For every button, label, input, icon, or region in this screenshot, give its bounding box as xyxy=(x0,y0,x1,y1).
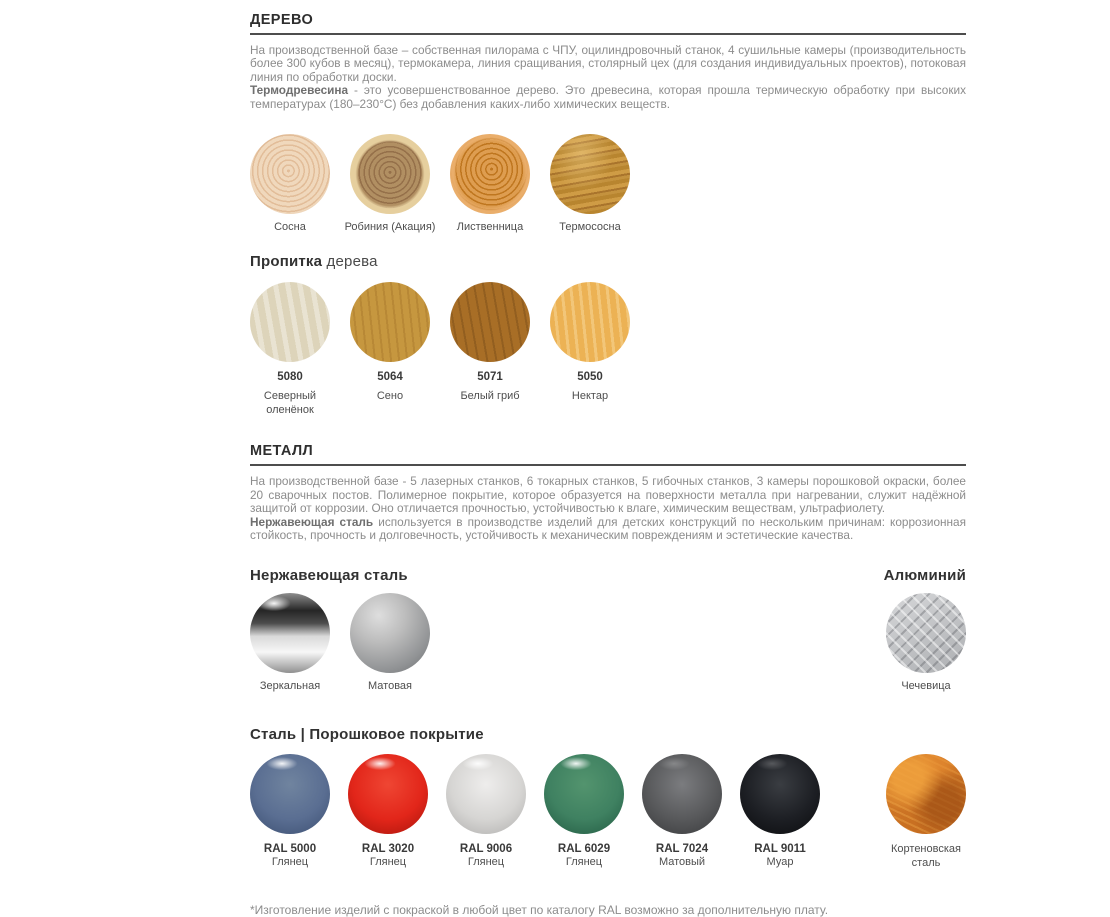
wood-section-divider xyxy=(250,33,966,35)
larch-swatch-label: Лиственница xyxy=(456,221,524,234)
corten-steel-swatch-circle xyxy=(886,754,966,834)
metal-paragraph-1: На производственной базе - 5 лазерных станков, 6 токарных станков, 5 гибочных станков, 3 камеры порошковой окраски, более 20 сварочных постов. Полимерное покрытие, которое образуется на поверхности металла при нагревании, служит надёжной защитой от коррозии. Оно отличается прочностью, устойчивостью к влаге, химическим веществам, ультрафиолету. xyxy=(250,474,966,516)
stainless-swatch-mirror xyxy=(250,593,330,694)
ral-code: RAL 9011 xyxy=(754,843,806,856)
impregnation-swatch-5071 xyxy=(450,282,530,404)
ral-finish: Матовый xyxy=(658,856,706,869)
ral9006-swatch-circle xyxy=(446,754,526,834)
metal-section-title: МЕТАЛЛ xyxy=(250,443,314,460)
impregnation-name: Сено xyxy=(376,389,404,402)
thermopine-swatch-label: Термососна xyxy=(559,221,621,234)
mirror-steel-swatch-circle xyxy=(250,593,330,673)
metal-section-divider xyxy=(250,464,966,466)
lentil-swatch-label: Чечевица xyxy=(901,680,951,693)
wood-paragraph-2-lead: Термодревесина xyxy=(250,83,349,98)
pine-wood-swatch-circle xyxy=(250,134,330,214)
ral-finish: Глянец xyxy=(565,856,603,869)
robinia-swatch-label: Робиния (Акация) xyxy=(344,221,436,234)
powder-swatch-ral7024 xyxy=(642,754,722,870)
powder-swatch-ral9006 xyxy=(446,754,526,870)
thermopine-wood-swatch-circle xyxy=(550,134,630,214)
wood-section xyxy=(250,12,966,417)
impregnation-title-bold: Пропитка xyxy=(250,252,323,270)
impregnation-code: 5050 xyxy=(577,370,603,383)
color-5064-swatch-circle xyxy=(350,282,430,362)
impregnation-swatch-5080 xyxy=(250,282,330,418)
metal-paragraph-2 xyxy=(250,516,966,543)
stainless-aluminum-heading-row xyxy=(250,567,966,584)
diamond-plate-swatch-circle xyxy=(886,593,966,673)
powder-swatch-ral3020 xyxy=(348,754,428,870)
impregnation-swatch-5050 xyxy=(550,282,630,404)
wood-section-title: ДЕРЕВО xyxy=(250,12,314,28)
wood-swatch-thermopine xyxy=(550,134,630,235)
impregnation-name: Северный оленёнок xyxy=(263,389,317,416)
ral-finish: Муар xyxy=(766,856,794,869)
stainless-swatch-row xyxy=(250,593,966,694)
impregnation-code: 5071 xyxy=(477,370,503,383)
ral-code: RAL 6029 xyxy=(557,843,611,856)
pine-swatch-label: Сосна xyxy=(274,221,306,234)
powder-swatch-row xyxy=(250,754,966,871)
ral6029-swatch-circle xyxy=(544,754,624,834)
ral9011-swatch-circle xyxy=(740,754,820,834)
wood-paragraph-2-rest: - это усовершенствованное дерево. Это древесина, которая прошла термическую обработку при высоких температурах (180–230°С) без добавления каких-либо химических веществ. xyxy=(250,83,966,111)
ral3020-swatch-circle xyxy=(348,754,428,834)
robinia-wood-swatch-circle xyxy=(350,134,430,214)
stainless-steel-title: Нержавеющая сталь xyxy=(250,567,408,585)
wood-paragraph-2 xyxy=(250,84,966,111)
impregnation-title xyxy=(250,253,966,270)
ral-finish: Глянец xyxy=(271,856,309,869)
aluminum-swatch-lentil xyxy=(886,593,966,694)
powder-swatch-ral6029 xyxy=(544,754,624,870)
impregnation-name: Белый гриб xyxy=(460,389,520,402)
wood-swatch-row xyxy=(250,134,966,235)
materials-catalog-page xyxy=(250,12,966,917)
ral7024-swatch-circle xyxy=(642,754,722,834)
impregnation-code: 5064 xyxy=(377,370,403,383)
ral-code: RAL 7024 xyxy=(655,843,709,856)
matte-steel-swatch-circle xyxy=(350,593,430,673)
wood-paragraph-1: На производственной базе – собственная пилорама с ЧПУ, оцилиндровочный станок, 4 сушильные камеры (производительность более 300 кубов в месяц), термокамера, линия сращивания, столярный цех (для создания индивидуальных проектов), потоковая линия по обработки доски. xyxy=(250,43,966,84)
ral5000-swatch-circle xyxy=(250,754,330,834)
stainless-swatch-matte xyxy=(350,593,430,694)
metal-section xyxy=(250,443,966,916)
impregnation-code: 5080 xyxy=(277,370,303,383)
impregnation-swatch-5064 xyxy=(350,282,430,404)
metal-paragraph-2-rest: используется в производстве изделий для детских конструкций по нескольким причинам: коррозионная стойкость, прочность и долговечность, устойчивость к механическим повреждениям и эстетические качества. xyxy=(250,514,966,542)
color-5080-swatch-circle xyxy=(250,282,330,362)
ral-code: RAL 3020 xyxy=(361,843,415,856)
ral-finish: Глянец xyxy=(369,856,407,869)
wood-swatch-pine xyxy=(250,134,330,235)
footer-note: *Изготовление изделий с покраской в любой цвет по каталогу RAL возможно за дополнительную плату. xyxy=(250,902,829,917)
impregnation-swatch-row xyxy=(250,282,966,418)
mirror-swatch-label: Зеркальная xyxy=(259,680,321,693)
larch-wood-swatch-circle xyxy=(450,134,530,214)
powder-swatch-ral9011 xyxy=(740,754,820,870)
matte-swatch-label: Матовая xyxy=(368,680,412,693)
impregnation-name: Нектар xyxy=(571,389,609,402)
powder-coating-title: Сталь | Порошковое покрытие xyxy=(250,726,484,744)
color-5071-swatch-circle xyxy=(450,282,530,362)
powder-swatch-ral5000 xyxy=(250,754,330,870)
ral-code: RAL 9006 xyxy=(459,843,513,856)
ral-code: RAL 5000 xyxy=(263,843,317,856)
wood-swatch-larch xyxy=(450,134,530,235)
wood-swatch-robinia xyxy=(344,134,436,235)
corten-swatch-label: Кортеновская сталь xyxy=(891,843,961,869)
metal-paragraph-2-lead: Нержавеющая сталь xyxy=(250,514,374,529)
powder-swatch-corten xyxy=(886,754,966,871)
impregnation-title-light: дерева xyxy=(322,252,378,270)
ral-finish: Глянец xyxy=(467,856,505,869)
aluminum-title: Алюминий xyxy=(883,567,966,585)
color-5050-swatch-circle xyxy=(550,282,630,362)
